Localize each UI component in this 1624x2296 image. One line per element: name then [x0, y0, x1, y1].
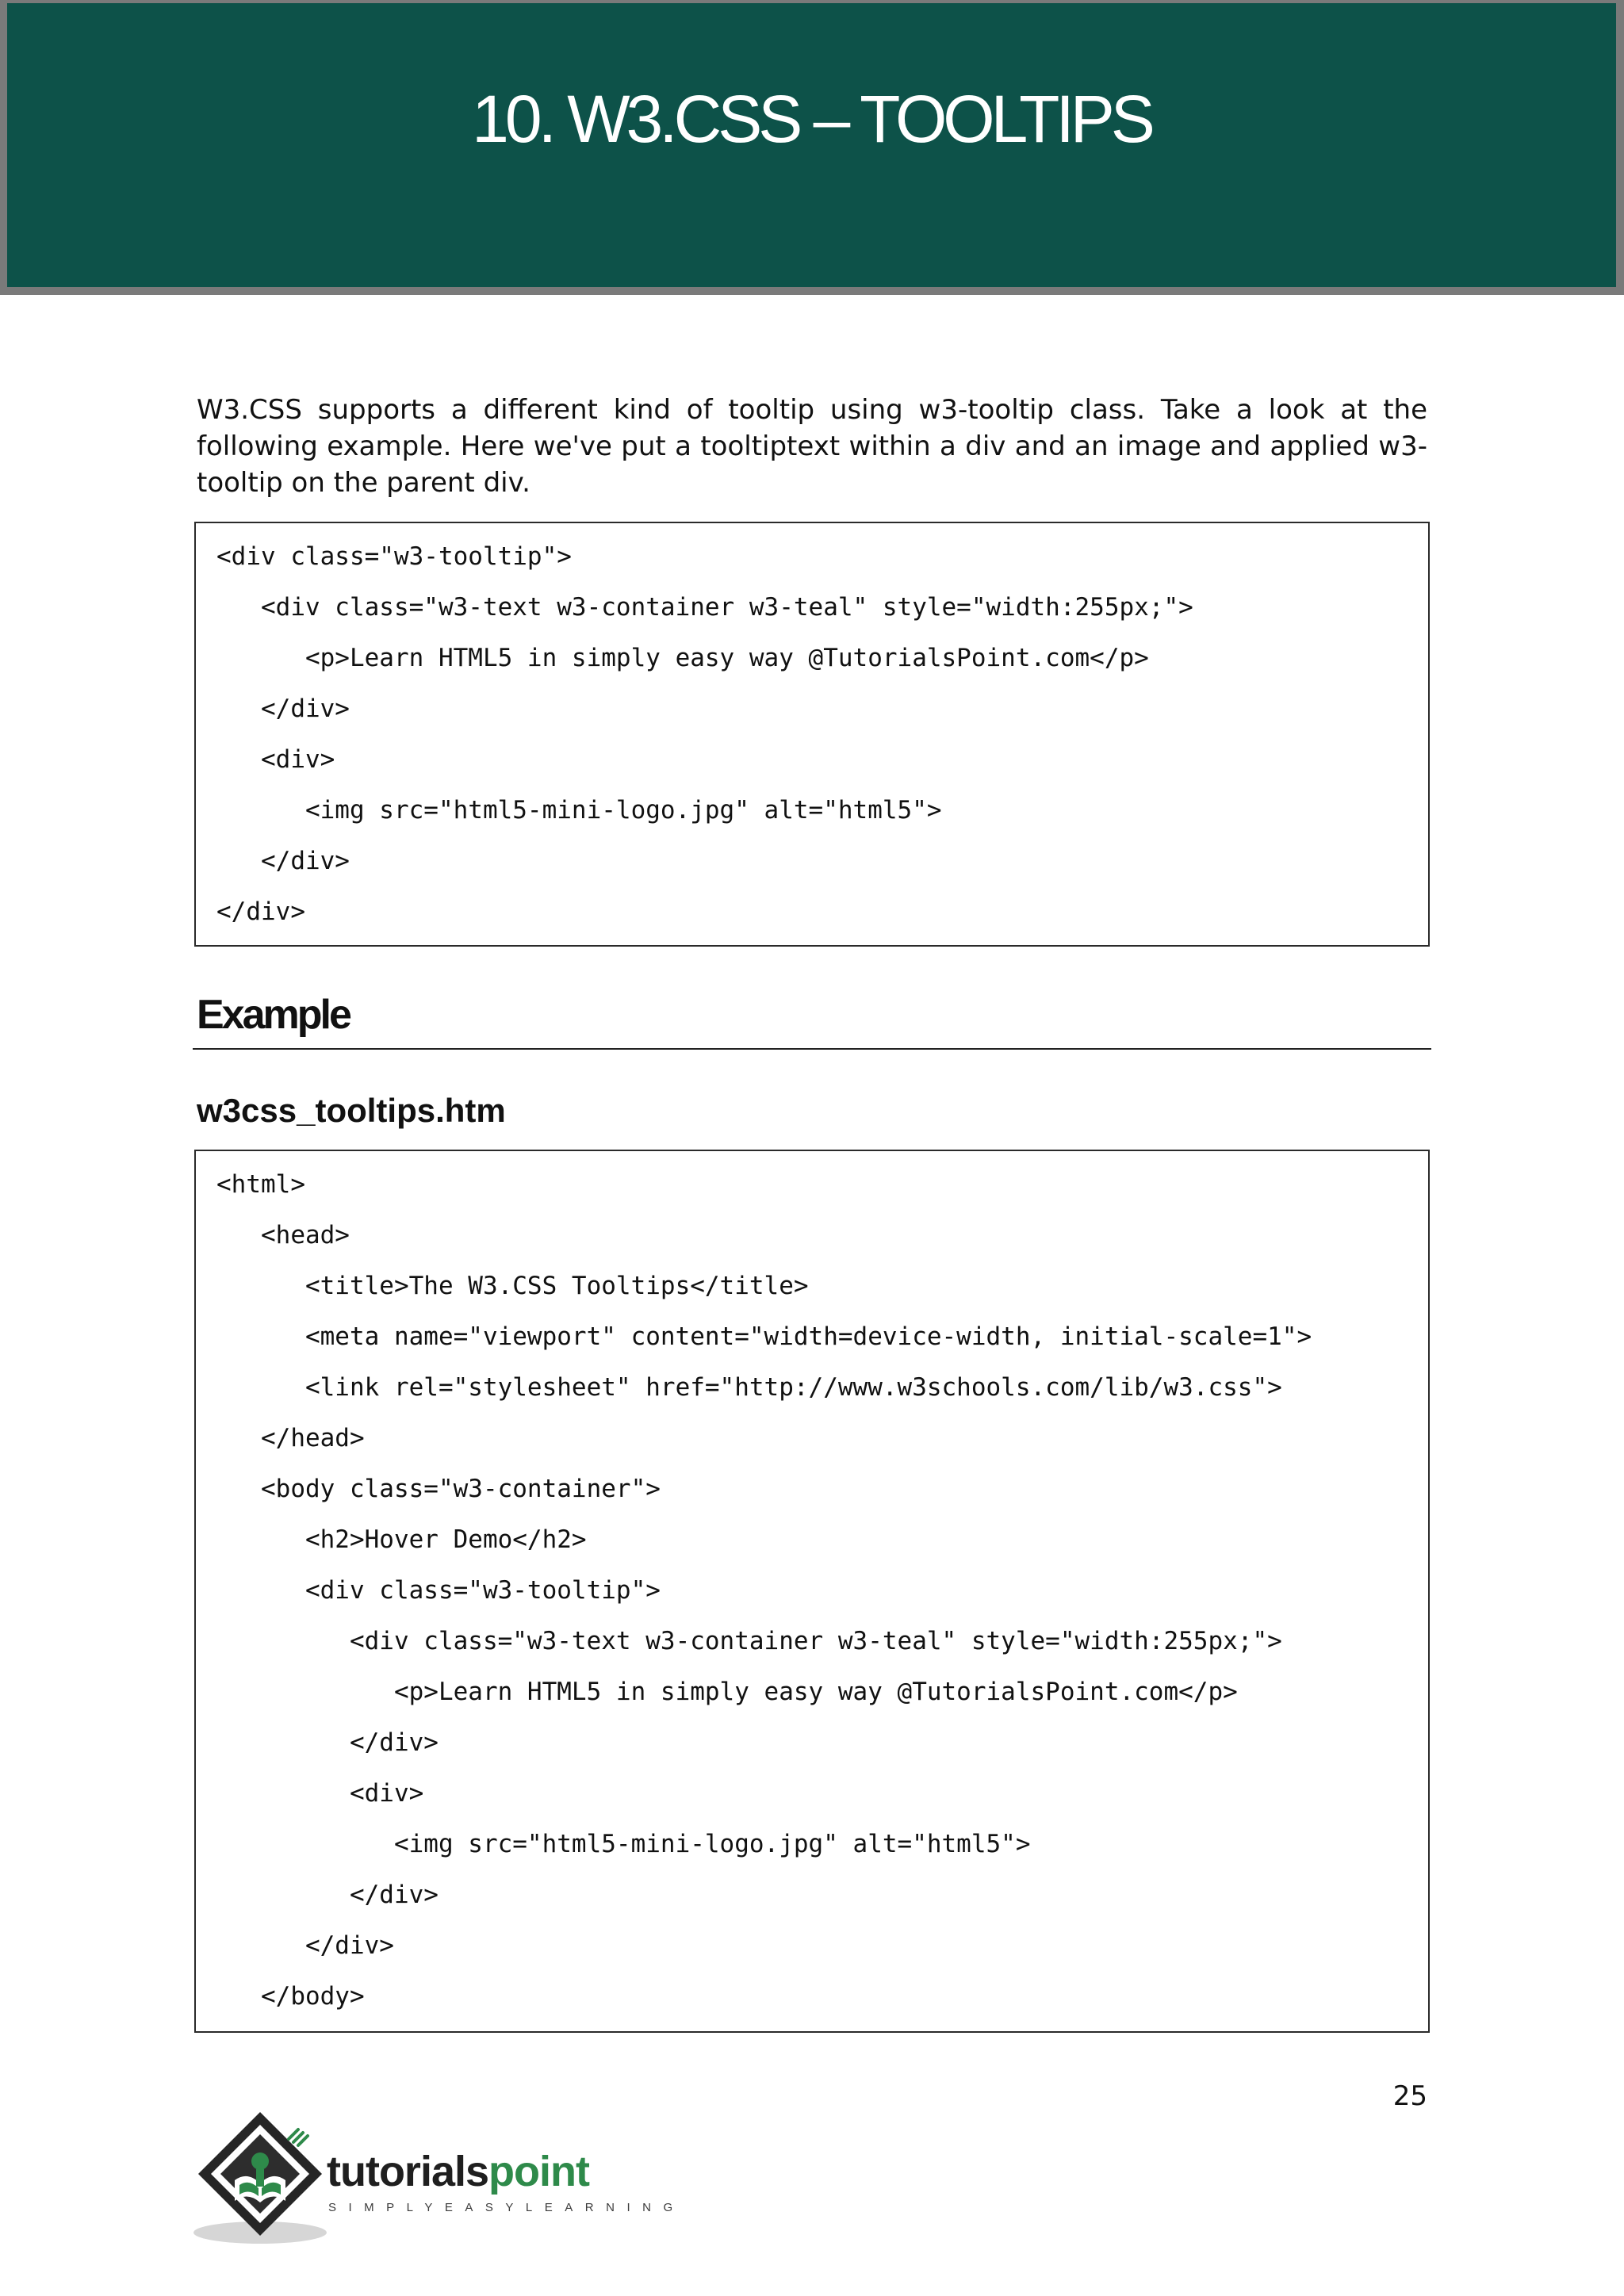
code-line: <img src="html5-mini-logo.jpg" alt="html5"> — [216, 1830, 1031, 1858]
code-line: </div> — [216, 897, 305, 926]
code-line: </head> — [216, 1424, 365, 1452]
chapter-banner — [0, 0, 1624, 295]
code-snippet-box — [194, 522, 1430, 947]
logo-word-tutorials: tutorials — [327, 2148, 489, 2195]
code-line: <div> — [216, 745, 335, 774]
code-line: <div class="w3-tooltip"> — [216, 542, 572, 571]
code-line: <p>Learn HTML5 in simply easy way @TutorialsPoint.com</p> — [216, 644, 1149, 672]
code-line: <div class="w3-text w3-container w3-teal" style="width:255px;"> — [216, 1627, 1282, 1655]
code-line: <div> — [216, 1779, 424, 1808]
code-line: </div> — [216, 1728, 439, 1757]
section-heading: Example — [197, 992, 350, 1038]
code-line: <h2>Hover Demo</h2> — [216, 1525, 587, 1554]
code-line: <html> — [216, 1170, 305, 1199]
code-line: <div class="w3-tooltip"> — [216, 1576, 661, 1605]
code-line: <div class="w3-text w3-container w3-teal" style="width:255px;"> — [216, 593, 1193, 622]
logo-tagline: SIMPLYEASYLEARNING — [328, 2201, 685, 2214]
chapter-title: 10. W3.CSS – TOOLTIPS — [472, 82, 1151, 156]
code-line: </div> — [216, 695, 350, 723]
logo-wordmark — [327, 2150, 589, 2193]
code-line: <head> — [216, 1221, 350, 1249]
page-number: 25 — [1392, 2080, 1427, 2112]
tutorialspoint-logo — [193, 2107, 685, 2250]
code-line: <img src="html5-mini-logo.jpg" alt="html5"> — [216, 796, 942, 825]
code-line: </body> — [216, 1982, 365, 2011]
section-divider — [193, 1048, 1431, 1050]
code-line: <link rel="stylesheet" href="http://www.w3schools.com/lib/w3.css"> — [216, 1373, 1282, 1402]
intro-paragraph: W3.CSS supports a different kind of tooltip using w3-tooltip class. Take a look at the following example. Here we've put a tooltiptext within a div and an image and applied w3-tooltip on the parent div. — [197, 394, 1427, 499]
code-line: </div> — [216, 1881, 439, 1909]
logo-emblem-icon — [193, 2107, 336, 2250]
code-line: </div> — [216, 847, 350, 875]
code-line: <body class="w3-container"> — [216, 1475, 661, 1503]
code-line: </div> — [216, 1931, 394, 1960]
code-line: <meta name="viewport" content="width=device-width, initial-scale=1"> — [216, 1322, 1312, 1351]
file-name-heading: w3css_tooltips.htm — [197, 1092, 506, 1129]
code-line: <p>Learn HTML5 in simply easy way @TutorialsPoint.com</p> — [216, 1678, 1238, 1706]
logo-word-point: point — [488, 2148, 589, 2195]
code-line: <title>The W3.CSS Tooltips</title> — [216, 1272, 809, 1300]
example-code-box — [194, 1150, 1430, 2033]
